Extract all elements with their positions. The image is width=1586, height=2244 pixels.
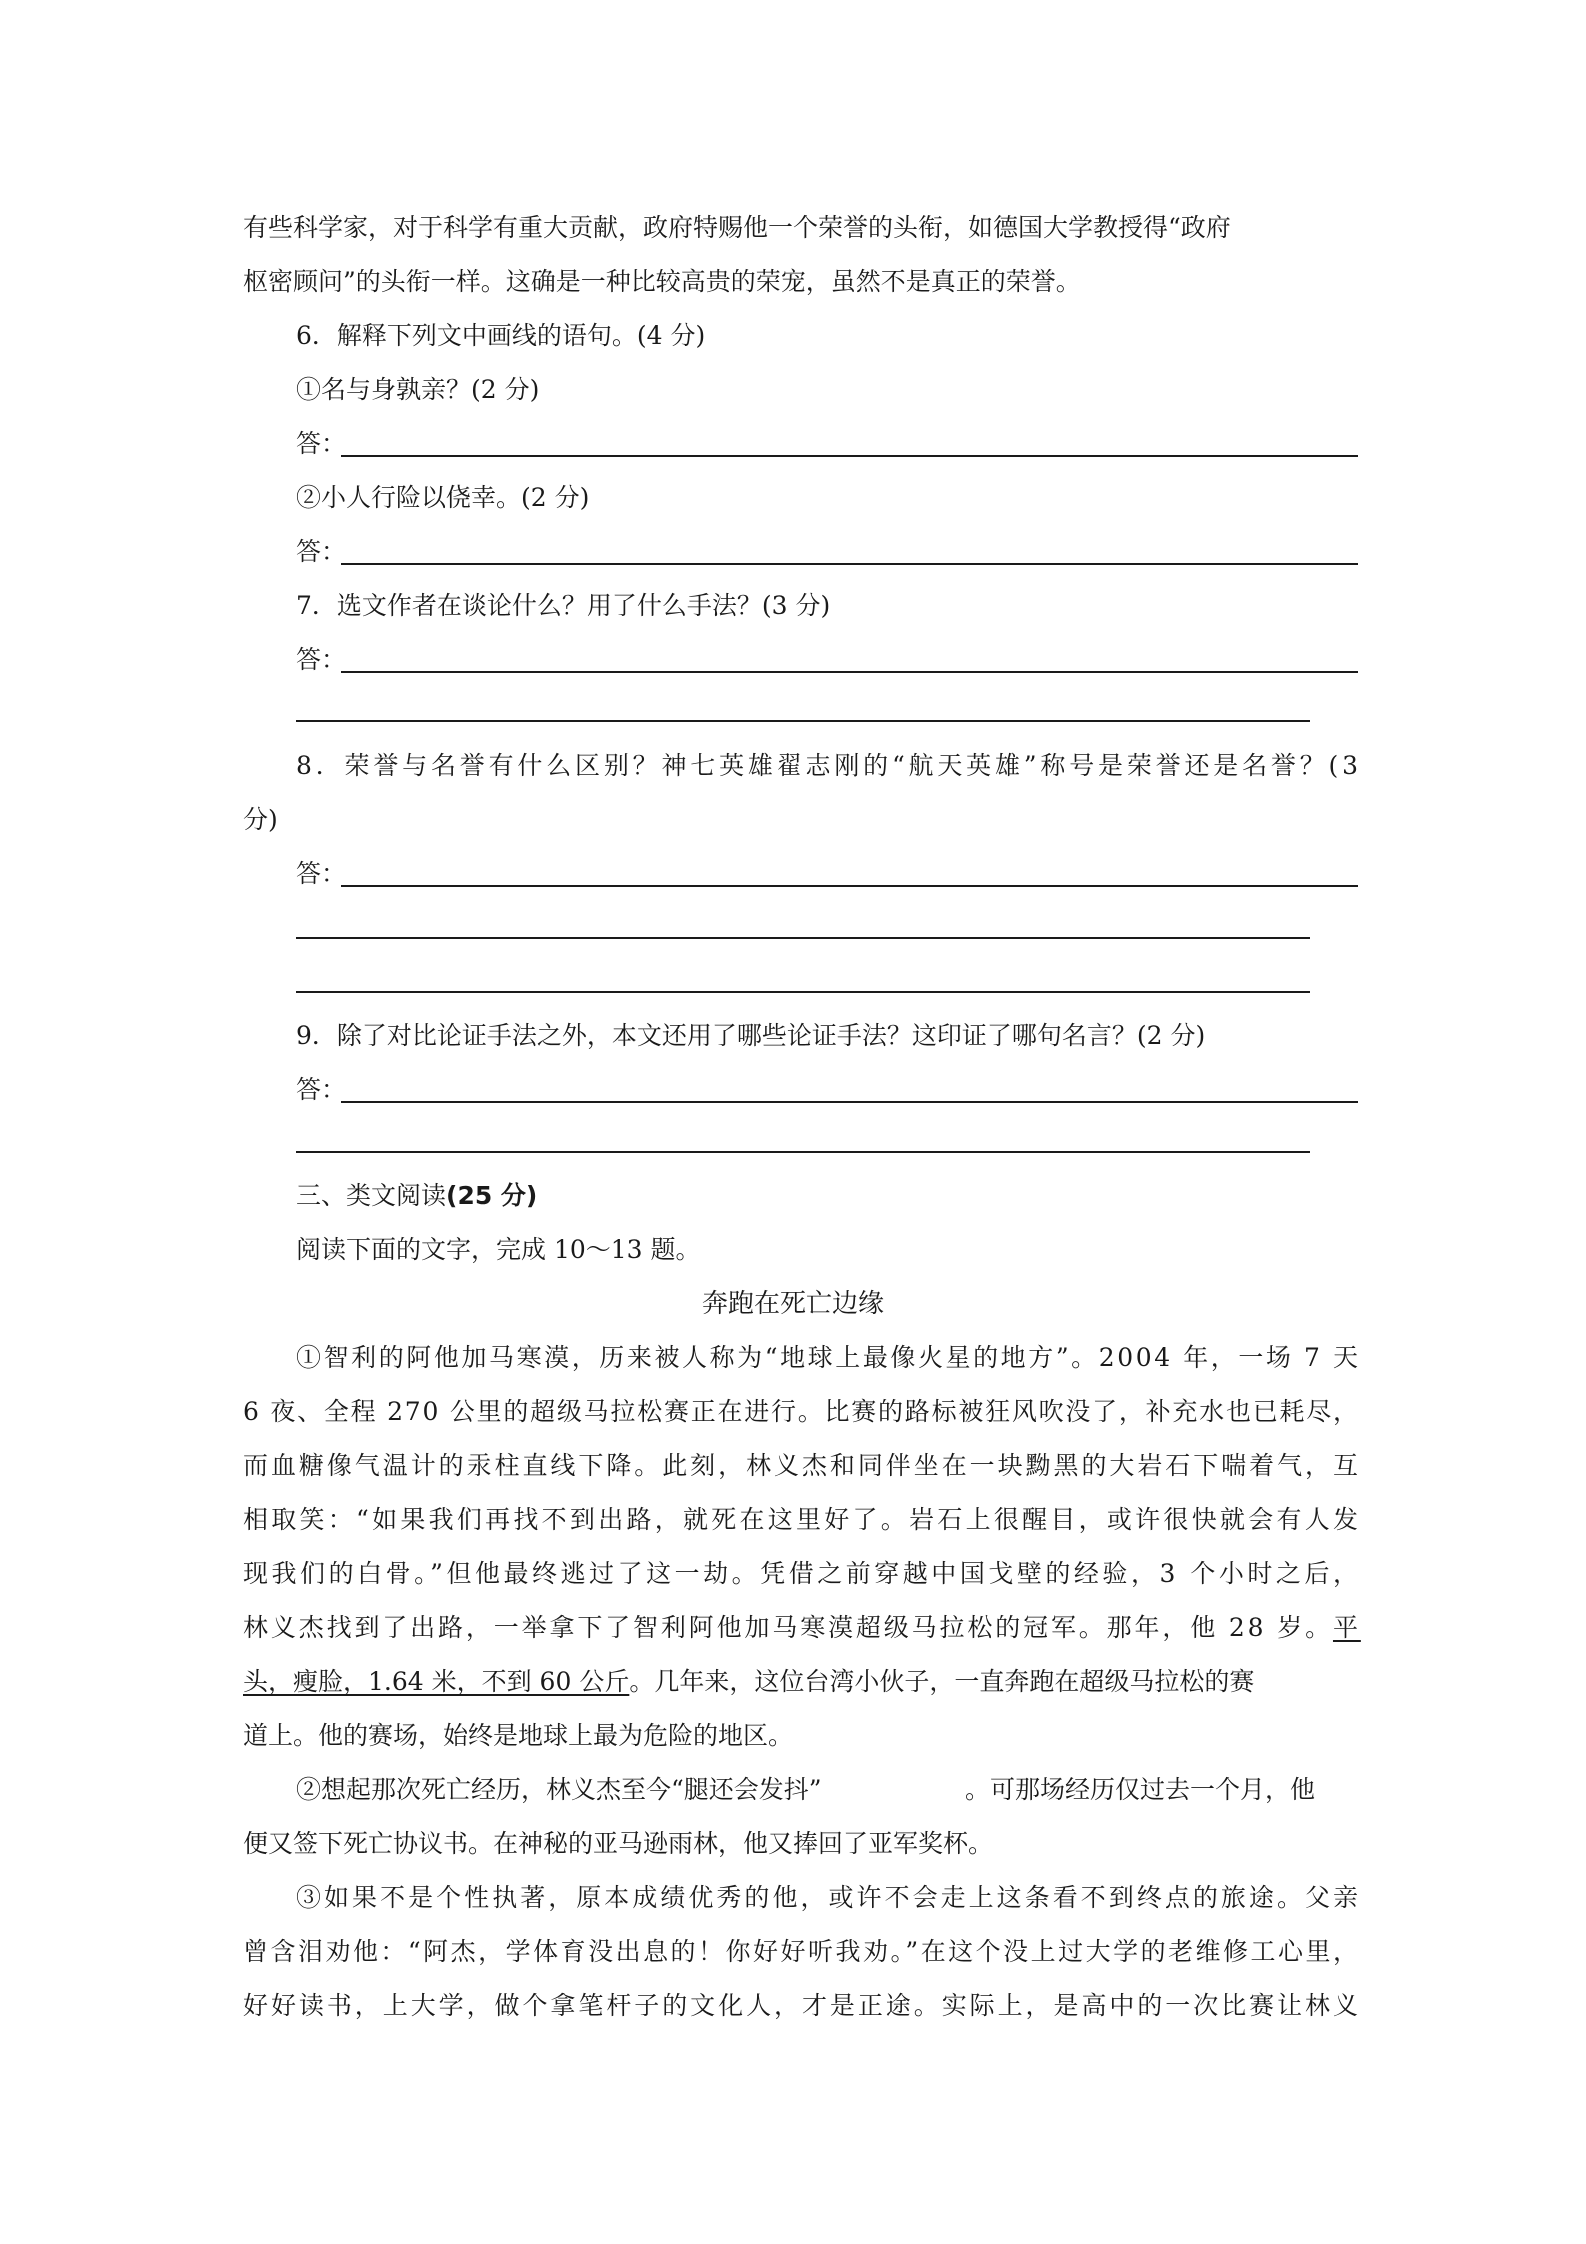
answer-line[interactable] — [341, 671, 1358, 673]
paragraph-1-line-5: 现我们的白骨。”但他最终逃过了这一劫。凭借之前穿越中国戈壁的经验，3 个小时之后， — [243, 1559, 1362, 1588]
answer-label: 答： — [296, 859, 347, 888]
article-title: 奔跑在死亡边缘 — [701, 1289, 884, 1319]
paragraph-1-line-6: 林义杰找到了出路，一举拿下了智利阿他加马寒漠超级马拉松的冠军。那年，他 28 岁。 平 — [243, 1609, 1358, 1647]
question-6: 6．解释下列文中画线的语句。(4 分) — [296, 321, 706, 350]
paragraph-1-line-7: 头，瘦脸，1.64 米，不到 60 公斤。几年来，这位台湾小伙子，一直奔跑在超级马拉松的赛 — [243, 1667, 1255, 1696]
answer-line[interactable] — [296, 937, 1310, 939]
intro-line-2: 枢密顾问”的头衔一样。这确是一种比较高贵的荣宠，虽然不是真正的荣誉。 — [243, 267, 1081, 296]
question-7: 7．选文作者在谈论什么？用了什么手法？(3 分) — [296, 591, 831, 620]
section-instruction: 阅读下面的文字，完成 10～13 题。 — [296, 1235, 701, 1264]
paragraph-1-line-8: 道上。他的赛场，始终是地球上最为危险的地区。 — [243, 1721, 794, 1750]
question-9: 9．除了对比论证手法之外，本文还用了哪些论证手法？这印证了哪句名言？(2 分) — [296, 1021, 1206, 1050]
answer-line[interactable] — [296, 1151, 1310, 1153]
answer-label: 答： — [296, 429, 347, 458]
question-8-line-2: 分) — [243, 805, 278, 834]
answer-label: 答： — [296, 1075, 347, 1104]
answer-line[interactable] — [341, 563, 1358, 565]
paragraph-3-line-2: 曾含泪劝他：“阿杰，学体育没出息的！你好好听我劝。”在这个没上过大学的老维修工心里， — [243, 1937, 1361, 1966]
paragraph-1-line-4: 相取笑：“如果我们再找不到出路，就死在这里好了。岩石上很醒目，或许很快就会有人发 — [243, 1505, 1362, 1534]
answer-line[interactable] — [296, 720, 1310, 722]
intro-line-1: 有些科学家，对于科学有重大贡献，政府特赐他一个荣誉的头衔，如德国大学教授得“政府 — [243, 213, 1231, 242]
underlined-phrase: 头，瘦脸，1.64 米，不到 60 公斤 — [243, 1667, 630, 1696]
paragraph-2-line-1a: ②想起那次死亡经历，林义杰至今“腿还会发抖” — [296, 1775, 822, 1804]
paragraph-1-line-3: 而血糖像气温计的汞柱直线下降。此刻，林义杰和同伴坐在一块黝黑的大岩石下喘着气，互 — [243, 1451, 1361, 1480]
answer-label: 答： — [296, 537, 347, 566]
answer-label: 答： — [296, 645, 347, 674]
paragraph-1-line-2: 6 夜、全程 270 公里的超级马拉松赛正在进行。比赛的路标被狂风吹没了，补充水也已耗尽， — [243, 1397, 1360, 1426]
section-heading: 三、类文阅读(25 分) — [296, 1181, 538, 1210]
paragraph-2-line-2: 便又签下死亡协议书。在神秘的亚马逊雨林，他又捧回了亚军奖杯。 — [243, 1829, 994, 1858]
paragraph-1-line-1: ①智利的阿他加马寒漠，历来被人称为“地球上最像火星的地方”。2004 年，一场 7 天 — [296, 1343, 1361, 1372]
paragraph-3-line-3: 好好读书，上大学，做个拿笔杆子的文化人，才是正途。实际上，是高中的一次比赛让林义 — [243, 1991, 1361, 2020]
paragraph-2-line-1b: 。可那场经历仅过去一个月，他 — [965, 1775, 1316, 1804]
question-6-sub-1: ①名与身孰亲？(2 分) — [296, 375, 540, 404]
answer-line[interactable] — [341, 455, 1358, 457]
answer-line[interactable] — [296, 991, 1310, 993]
answer-line[interactable] — [341, 1101, 1358, 1103]
question-8-line-1: 8．荣誉与名誉有什么区别？神七英雄翟志刚的“航天英雄”称号是荣誉还是名誉？(3 — [296, 751, 1362, 780]
question-6-sub-2: ②小人行险以侥幸。(2 分) — [296, 483, 590, 512]
answer-line[interactable] — [341, 885, 1358, 887]
underlined-phrase: 平 — [1332, 1613, 1361, 1642]
paragraph-3-line-1: ③如果不是个性执著，原本成绩优秀的他，或许不会走上这条看不到终点的旅途。父亲 — [296, 1883, 1362, 1912]
